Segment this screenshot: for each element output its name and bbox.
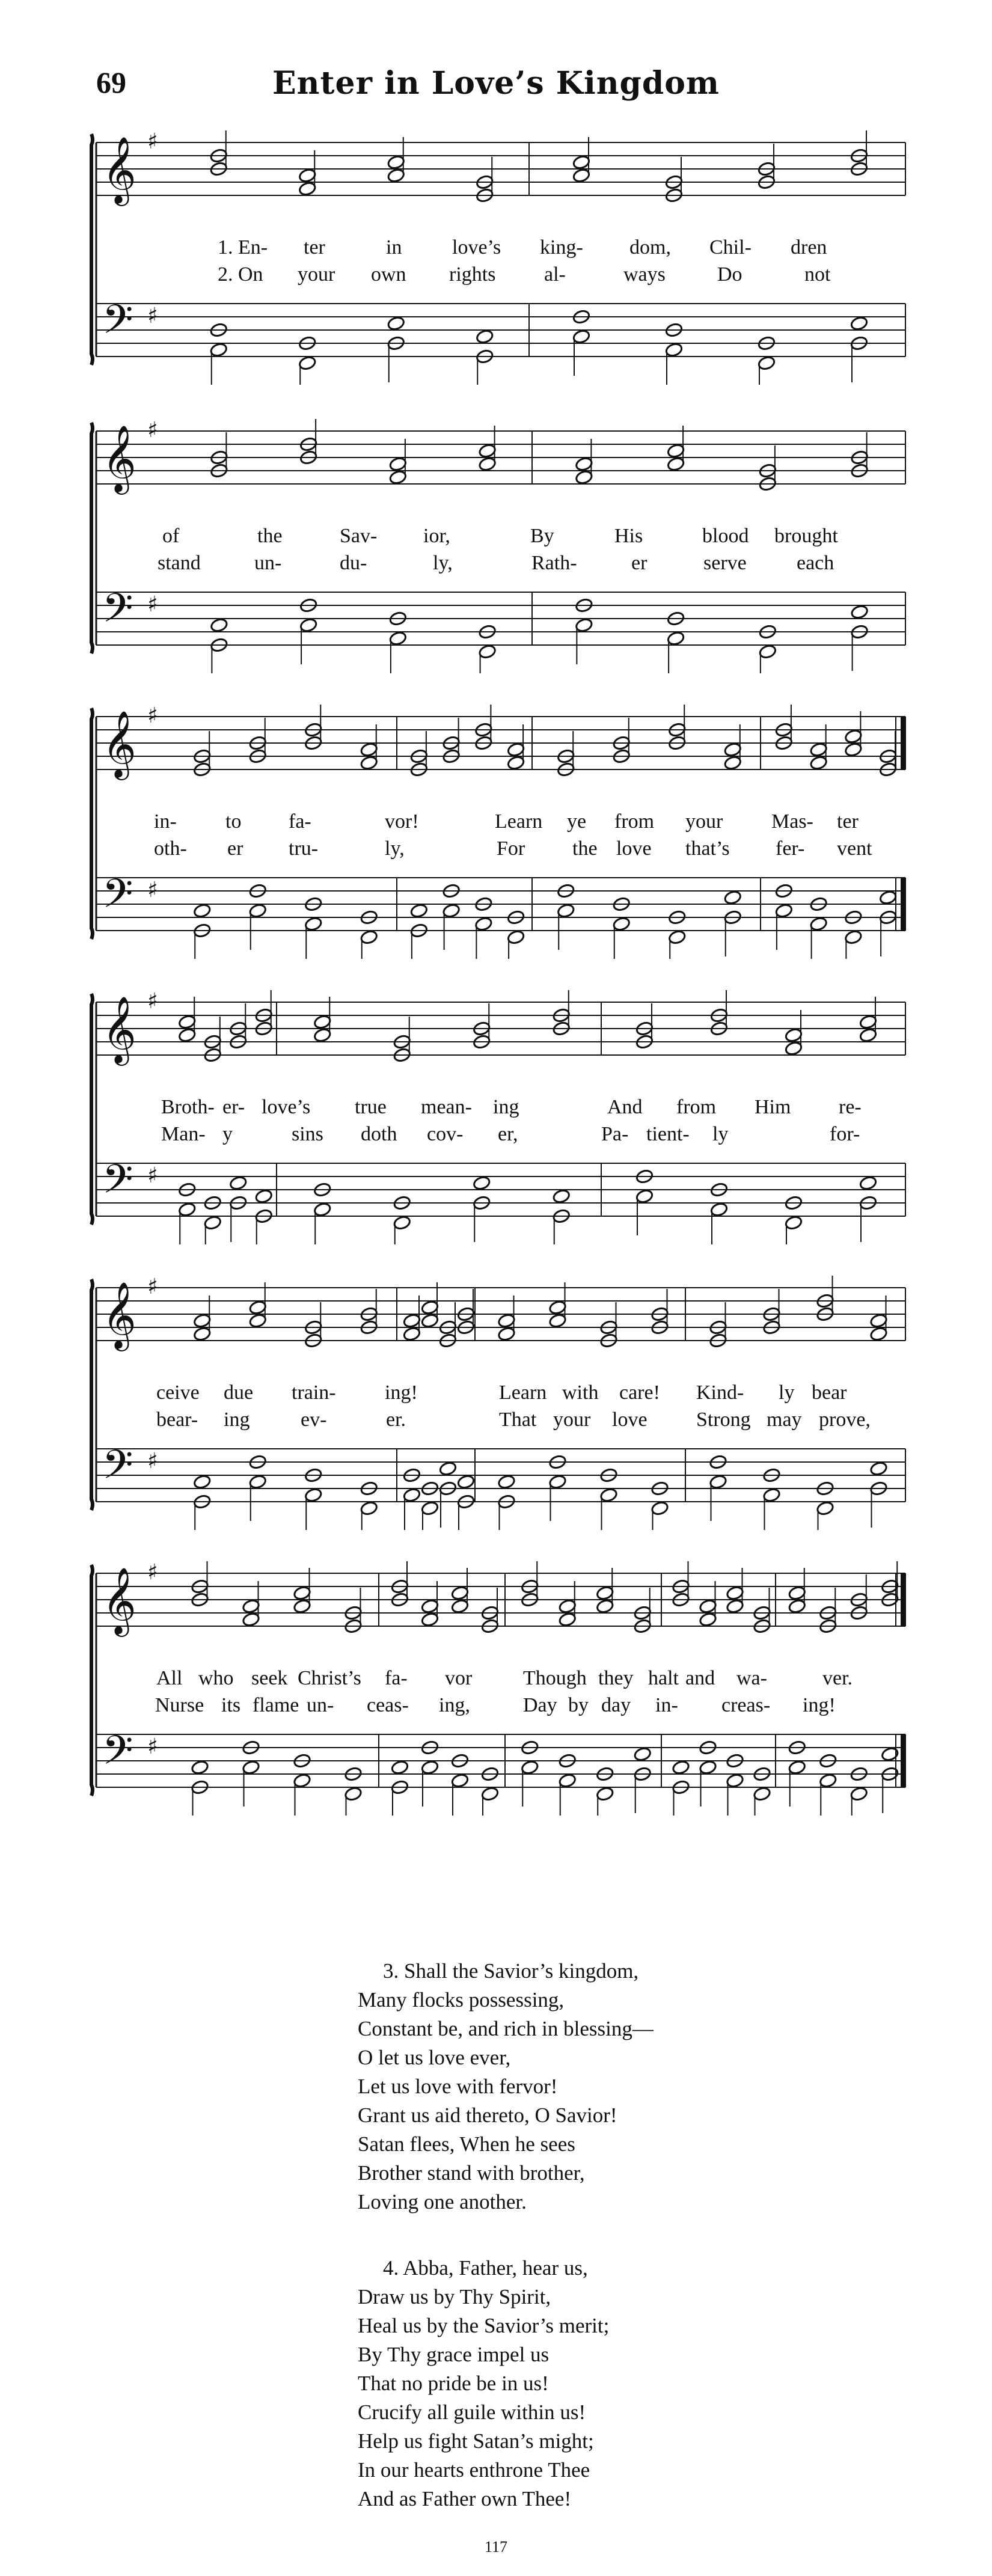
verse-1-lyrics: Broth- er- love’s true mean- ing And from Him re- — [161, 1096, 862, 1118]
verse-1-lyrics: of the Sav- ior, By His blood brought — [162, 525, 838, 547]
treble-clef-icon: 𝄞 — [102, 710, 136, 777]
bass-clef-icon: 𝄢 — [102, 1442, 133, 1498]
stanza-line: In our hearts enthrone Thee — [358, 2458, 590, 2482]
music-system-4 — [84, 986, 908, 1244]
verse-1-lyrics: 1. En- ter in love’s king- dom, Chil- dren — [218, 236, 827, 259]
treble-clef-icon: 𝄞 — [102, 996, 136, 1063]
stanza-line: Draw us by Thy Spirit, — [358, 2285, 551, 2308]
verse-1-lyrics: in- to fa- vor! Learn ye from your Mas- ter — [154, 810, 859, 833]
key-signature-sharp-icon: ♯ — [147, 989, 158, 1014]
treble-clef-icon: 𝄞 — [102, 1567, 136, 1634]
stanza-line: 3. Shall the Savior’s kingdom, — [383, 1959, 639, 1983]
stanza-line: Heal us by the Savior’s merit; — [358, 2314, 610, 2337]
verse-2-lyrics: oth- er tru- ly, For the love that’s fer- vent — [154, 837, 872, 860]
stanza-line: Loving one another. — [358, 2190, 527, 2213]
stanza-line: Grant us aid thereto, O Savior! — [358, 2103, 617, 2127]
bass-clef-icon: 𝄢 — [102, 1727, 133, 1783]
bass-clef-icon: 𝄢 — [102, 870, 133, 926]
key-signature-sharp-icon: ♯ — [147, 1449, 158, 1473]
music-system-2 — [84, 415, 908, 673]
music-system-5 — [84, 1271, 908, 1530]
verse-2-lyrics: stand un- du- ly, Rath- er serve each — [158, 552, 834, 574]
stanza-line: And as Father own Thee! — [358, 2487, 572, 2510]
stanza-line: Brother stand with brother, — [358, 2161, 585, 2185]
stanza-4 — [358, 2254, 779, 2513]
page-number: 117 — [484, 2538, 508, 2556]
key-signature-sharp-icon: ♯ — [147, 1163, 158, 1188]
stanza-line: Crucify all guile within us! — [358, 2400, 586, 2424]
stanza-line: Let us love with fervor! — [358, 2075, 558, 2098]
key-signature-sharp-icon: ♯ — [147, 703, 158, 728]
key-signature-sharp-icon: ♯ — [147, 129, 158, 154]
bass-clef-icon: 𝄢 — [102, 296, 133, 352]
key-signature-sharp-icon: ♯ — [147, 878, 158, 902]
bass-clef-icon: 𝄢 — [102, 1156, 133, 1212]
verse-2-lyrics: bear- ing ev- er. That your love Strong may prove, — [156, 1409, 871, 1431]
key-signature-sharp-icon: ♯ — [147, 1560, 158, 1585]
stanza-line: Many flocks possessing, — [358, 1988, 565, 2012]
treble-clef-icon: 𝄞 — [102, 424, 136, 492]
music-system-3 — [84, 700, 908, 959]
verse-2-lyrics: Man- y sins doth cov- er, Pa- tient- ly for- — [161, 1123, 860, 1145]
hymn-title: Enter in Love’s Kingdom — [272, 65, 720, 102]
stanza-line: That no pride be in us! — [358, 2372, 549, 2395]
verse-1-lyrics: All who seek Christ’s fa- vor Though they halt and wa- ver. — [156, 1667, 853, 1689]
key-signature-sharp-icon: ♯ — [147, 304, 158, 328]
stanza-line: Satan flees, When he sees — [358, 2132, 575, 2156]
treble-clef-icon: 𝄞 — [102, 136, 136, 203]
treble-clef-icon: 𝄞 — [102, 1281, 136, 1348]
additional-stanzas — [358, 1957, 779, 2542]
bass-clef-icon: 𝄢 — [102, 585, 133, 641]
stanza-line: 4. Abba, Father, hear us, — [383, 2256, 588, 2280]
verse-2-lyrics: 2. On your own rights al- ways Do not — [218, 263, 831, 286]
key-signature-sharp-icon: ♯ — [147, 1734, 158, 1759]
key-signature-sharp-icon: ♯ — [147, 592, 158, 617]
music-system-1 — [84, 126, 908, 385]
stanza-line: Constant be, and rich in blessing— — [358, 2017, 654, 2040]
stanza-line: By Thy grace impel us — [358, 2343, 550, 2366]
stanza-line: Help us fight Satan’s might; — [358, 2429, 594, 2453]
key-signature-sharp-icon: ♯ — [147, 1274, 158, 1299]
verse-2-lyrics: Nurse its flame un- ceas- ing, Day by day in- creas- ing! — [155, 1694, 836, 1716]
stanza-line: O let us love ever, — [358, 2046, 511, 2069]
verse-1-lyrics: ceive due train- ing! Learn with care! Kind- ly bear — [156, 1381, 847, 1404]
music-system-6 — [84, 1557, 908, 1816]
stanza-3 — [358, 1957, 779, 2217]
hymn-number: 69 — [96, 66, 126, 99]
key-signature-sharp-icon: ♯ — [147, 418, 158, 442]
